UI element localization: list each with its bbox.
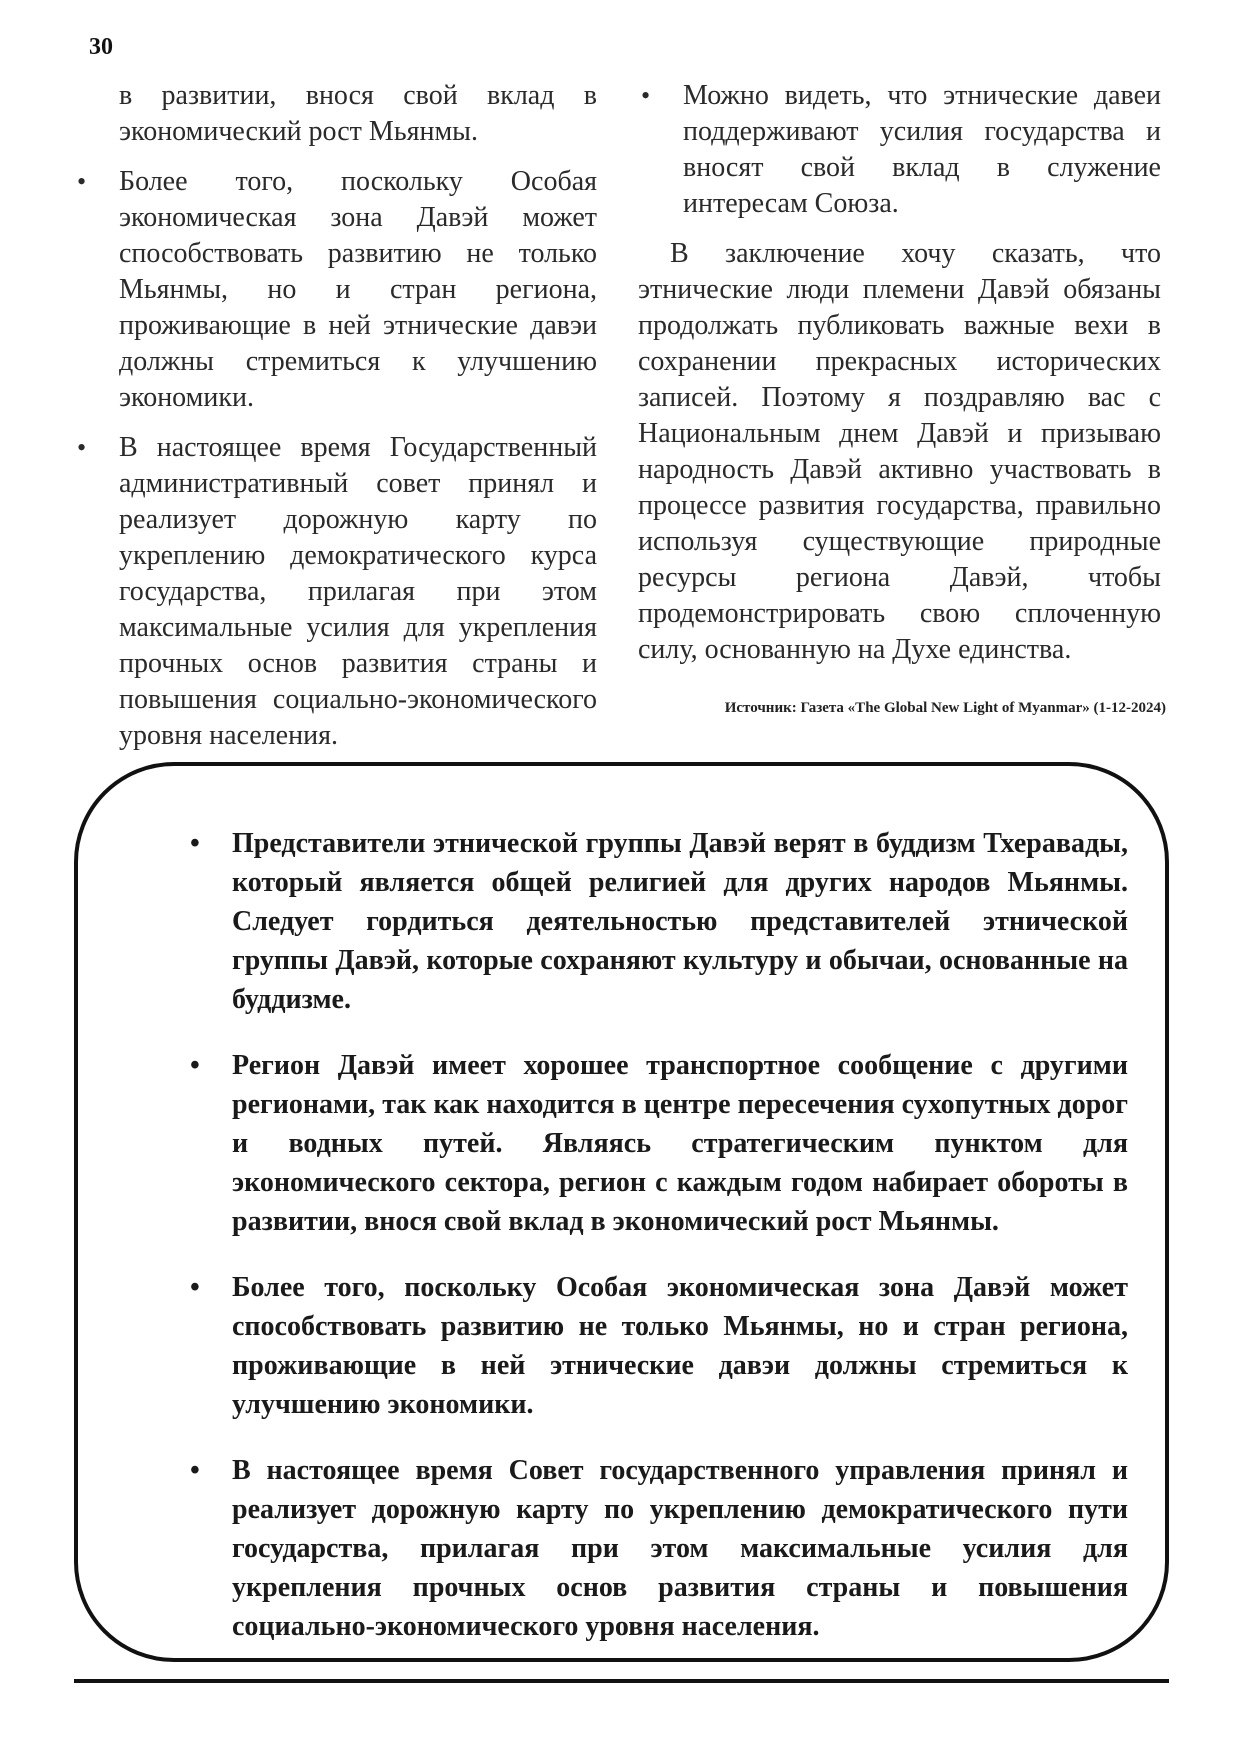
right-column [638, 78, 1161, 668]
continued-paragraph: в развитии, внося свой вклад в экономический рост Мьянмы. [119, 80, 597, 147]
bottom-rule [74, 1679, 1169, 1683]
summary-item: • Представители этнической группы Давэй верят в буддизм Тхеравады, который является общей религией для других народов Мьянмы. Следует гордиться деятельностью представителей этнической группы Давэй, которые сохраняют культуру и обычаи, основанные на буддизме. [158, 824, 1128, 1019]
conclusion-paragraph: В заключение хочу сказать, что этнические люди племени Давэй обязаны продолжать публиковать важные вехи в сохранении прекрасных исторических записей. Поэтому я поздравляю вас с Национальным днем Давэй и призываю народность Давэй активно участвовать в процессе развития государства, правильно используя существующие природные ресурсы региона Давэй, чтобы продемонстрировать свою сплоченную силу, основанную на Духе единства. [638, 238, 1161, 665]
source-citation: Источник: Газета «The Global New Light of Myanmar» (1-12-2024) [724, 700, 1166, 716]
summary-item: • В настоящее время Совет государственного управления принял и реализует дорожную карту по укреплению демократического пути государства, прилагая при этом максимальные усилия для укрепления прочных основ развития страны и повышения социально-экономического уровня населения. [158, 1451, 1128, 1646]
list-item: • В настоящее время Государственный административный совет принял и реализует дорожную карту по укреплению демократического курса государства, прилагая при этом максимальные усилия для укрепления прочных основ развития страны и повышения социально-экономического уровня населения. [74, 430, 597, 754]
summary-list [158, 824, 1128, 1673]
page-number: 30 [89, 34, 113, 60]
summary-item: • Более того, поскольку Особая экономическая зона Давэй может способствовать развитию не только Мьянмы, но и стран региона, проживающие в ней этнические давэи должны стремиться к улучшению экономики. [158, 1268, 1128, 1424]
summary-item: • Регион Давэй имеет хорошее транспортное сообщение с другими регионами, так как находится в центре пересечения сухопутных дорог и водных путей. Являясь стратегическим пунктом для экономического сектора, регион с каждым годом набирает обороты в развитии, внося свой вклад в экономический рост Мьянмы. [158, 1046, 1128, 1241]
left-column [74, 78, 597, 768]
list-item: • Более того, поскольку Особая экономическая зона Давэй может способствовать развитию не только Мьянмы, но и стран региона, проживающие в ней этнические давэи должны стремиться к улучшению экономики. [74, 164, 597, 416]
list-item: • Можно видеть, что этнические давеи поддерживают усилия государства и вносят свой вклад в служение интересам Союза. [638, 78, 1161, 222]
summary-box [74, 762, 1169, 1662]
